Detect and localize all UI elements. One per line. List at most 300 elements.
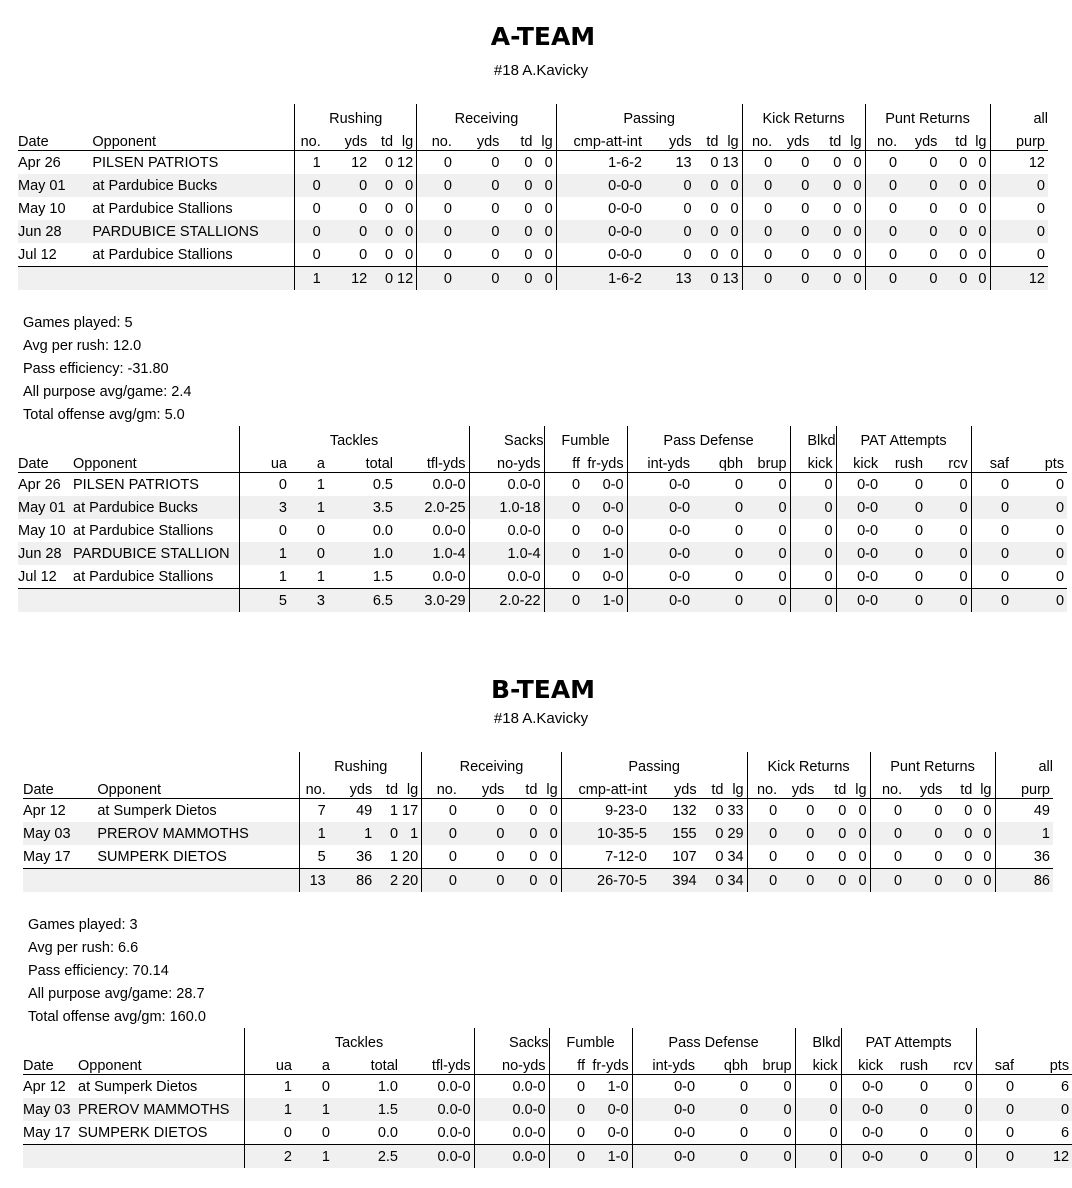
table-cell: 0	[990, 220, 1048, 243]
table-cell: 0	[926, 565, 971, 589]
table-cell: 0	[544, 542, 583, 565]
column-header: td	[834, 782, 847, 798]
total-cell: 0-0	[836, 589, 881, 613]
column-header: purp	[1020, 782, 1050, 798]
column-header: yds	[914, 134, 938, 150]
total-cell: 0	[417, 267, 455, 291]
table-cell: 7	[317, 802, 326, 819]
table-cell: 0	[715, 802, 724, 819]
table-cell: 0-0-0	[556, 220, 645, 243]
table-cell: 0	[721, 174, 742, 197]
column-header: rcv	[926, 449, 971, 473]
header-spacer	[92, 104, 294, 127]
game-row	[18, 473, 1067, 497]
table-cell: 0	[747, 822, 780, 845]
table-cell: 0	[324, 220, 370, 243]
group-header: all	[1033, 111, 1048, 127]
table-cell: 0	[312, 246, 321, 263]
total-cell: 0	[900, 267, 940, 291]
table-cell: 0	[417, 220, 455, 243]
total-cell: 0	[931, 1145, 976, 1169]
table-cell: 0-0	[583, 473, 627, 497]
column-header: td	[385, 782, 399, 798]
header-spacer	[23, 1028, 78, 1051]
header-spacer	[73, 426, 239, 449]
table-cell: 1.0-4	[469, 542, 544, 565]
total-cell: 0	[742, 267, 775, 291]
table-cell: 0	[540, 799, 561, 823]
table-cell: 0	[576, 1078, 586, 1095]
column-header: Date	[23, 1058, 54, 1074]
summary-line: Total offense avg/gm: 5.0	[23, 407, 185, 423]
column-header: Date	[18, 456, 49, 472]
column-header: int-yds	[652, 1058, 696, 1074]
total-cell: 0.0-0	[401, 1145, 474, 1169]
table-cell: 0	[929, 200, 938, 217]
table-cell: 0	[970, 174, 990, 197]
column-header: kick	[853, 456, 879, 472]
group-header: Blkd	[790, 426, 836, 449]
table-cell: 0-0	[857, 476, 879, 493]
total-cell: 12	[990, 267, 1048, 291]
table-cell: 0	[849, 799, 870, 823]
table-cell: 1	[290, 496, 328, 519]
table-cell: SUMPERK DIETOS	[78, 1121, 244, 1145]
table-cell: 1	[283, 1078, 292, 1095]
column-header: rcv	[931, 1051, 976, 1075]
table-cell: at Pardubice Stallions	[92, 243, 294, 267]
table-cell: May 10	[18, 522, 66, 539]
table-cell: 0.0-0	[396, 519, 469, 542]
group-header: Rushing	[295, 104, 417, 127]
total-cell: 0	[849, 869, 870, 893]
column-header: no.	[751, 134, 773, 150]
total-cell: 0	[844, 267, 865, 291]
table-cell: 0-0	[627, 496, 693, 519]
total-cell	[97, 869, 299, 893]
table-cell: 33	[726, 799, 747, 823]
table-cell: 0	[734, 476, 744, 493]
table-cell: 0.0-0	[401, 1098, 474, 1121]
table-cell: 0	[370, 174, 396, 197]
total-cell: 0	[905, 869, 945, 893]
group-header: Punt Returns	[865, 104, 990, 127]
table-cell: 0	[865, 174, 900, 197]
total-cell: 0	[502, 267, 535, 291]
game-row	[23, 1075, 1072, 1099]
total-cell: 0	[460, 869, 508, 893]
table-cell: 0-0	[857, 568, 879, 585]
game-row	[18, 174, 1048, 197]
column-header: kick	[795, 1051, 841, 1075]
group-header-row	[18, 426, 1067, 449]
column-header: pts	[1049, 1058, 1070, 1074]
table-cell: 0	[1001, 568, 1010, 585]
column-header: rush	[894, 456, 924, 472]
table-cell: 0	[900, 174, 940, 197]
group-header: Tackles	[239, 426, 469, 449]
total-cell: 3.0-29	[396, 589, 469, 613]
table-cell: 0	[971, 496, 1012, 519]
table-cell: 0	[806, 802, 815, 819]
column-header: kick	[858, 1058, 884, 1074]
table-cell: 0	[384, 200, 394, 217]
table-cell: 0	[710, 154, 719, 171]
table-cell: 0	[915, 476, 924, 493]
table-cell: 0	[865, 220, 900, 243]
table-cell: 0.0-0	[469, 473, 544, 497]
table-cell: 0	[964, 802, 973, 819]
table-cell: 0	[926, 542, 971, 565]
column-header: td	[829, 134, 842, 150]
table-cell: 0.0-0	[474, 1098, 549, 1121]
table-cell: 0-0	[583, 496, 627, 519]
header-spacer	[18, 426, 73, 449]
column-header: yds	[791, 782, 815, 798]
table-cell: Jun 28	[18, 220, 92, 243]
column-header: Date	[18, 134, 49, 150]
table-cell: 12	[396, 151, 417, 175]
table-cell: 0-0	[669, 522, 691, 539]
total-cell: 0-0	[632, 1145, 698, 1169]
group-header: Blkd	[795, 1028, 841, 1051]
table-cell: 0	[1056, 476, 1065, 493]
table-cell: 0	[502, 220, 535, 243]
table-cell: 0	[970, 151, 990, 175]
totals-row	[18, 589, 1067, 613]
game-row	[23, 799, 1053, 823]
table-cell: 0	[801, 154, 810, 171]
table-cell: 0	[751, 1121, 795, 1145]
table-cell: 0	[443, 246, 452, 263]
table-cell: 0	[524, 200, 533, 217]
table-cell: 0	[739, 1124, 749, 1141]
table-cell: 0	[801, 246, 810, 263]
table-cell: Apr 12	[23, 1078, 66, 1095]
table-cell: Jul 12	[18, 568, 57, 585]
table-cell: 0	[396, 197, 417, 220]
table-cell: Jul 12	[18, 246, 57, 263]
total-cell: 0	[695, 267, 722, 291]
table-cell: at Pardubice Stallions	[73, 565, 239, 589]
table-cell: 0	[833, 154, 842, 171]
table-cell: 1	[389, 848, 399, 865]
total-cell: 0	[971, 589, 1012, 613]
player-name: #18 A.Kavicky	[493, 710, 589, 727]
table-cell: 0	[290, 542, 328, 565]
table-cell: 0	[959, 200, 968, 217]
table-cell: 0	[645, 220, 695, 243]
table-cell: 0	[571, 568, 581, 585]
table-cell: 0	[549, 1098, 588, 1121]
table-cell: 0.0-0	[469, 565, 544, 589]
table-cell: May 10	[18, 200, 66, 217]
total-cell: 0	[945, 869, 975, 893]
offense-table	[23, 752, 1053, 892]
total-cell: 0	[886, 1145, 931, 1169]
table-cell: 0.0-0	[401, 1075, 474, 1099]
total-cell	[23, 1145, 78, 1169]
group-header: PAT Attempts	[836, 426, 971, 449]
column-header: td	[711, 782, 724, 798]
table-cell: 0	[1001, 476, 1010, 493]
table-cell: 1	[312, 154, 321, 171]
table-cell: 1	[401, 822, 422, 845]
table-cell: 0	[959, 154, 968, 171]
table-cell: 0	[491, 246, 500, 263]
column-header: lg	[535, 127, 556, 151]
table-cell: 0	[324, 174, 370, 197]
total-cell: 0-0	[841, 1145, 886, 1169]
table-cell: 0	[790, 542, 836, 565]
table-cell: May 01	[18, 496, 73, 519]
total-cell	[23, 869, 97, 893]
table-cell: 0.0	[377, 1124, 398, 1141]
column-header: qbh	[718, 456, 744, 472]
table-cell: 0	[931, 1121, 976, 1145]
total-cell: 1-6-2	[556, 267, 645, 291]
table-cell: 1.5	[372, 568, 393, 585]
total-cell: 0	[817, 869, 849, 893]
table-cell: 0	[734, 568, 744, 585]
table-cell: 0	[535, 151, 556, 175]
table-cell: 0	[751, 1098, 795, 1121]
column-header: Opponent	[97, 775, 299, 799]
table-cell: 12	[351, 154, 368, 171]
column-header: rush	[899, 1058, 929, 1074]
column-header: yds	[919, 782, 943, 798]
table-cell: 0	[715, 848, 724, 865]
column-header: yds	[674, 782, 697, 798]
table-cell: Apr 26	[18, 476, 61, 493]
table-cell: 0	[683, 246, 692, 263]
table-cell: 0	[812, 220, 844, 243]
column-header: lg	[970, 127, 990, 151]
table-cell: 0	[931, 1098, 976, 1121]
table-cell: 0	[812, 174, 844, 197]
group-header: Receiving	[417, 104, 556, 127]
table-cell: 0	[970, 243, 990, 267]
table-cell: 0	[931, 1075, 976, 1099]
table-cell: 0	[295, 174, 324, 197]
table-cell: 0	[769, 802, 778, 819]
table-cell: at Pardubice Bucks	[73, 496, 239, 519]
table-cell: 36	[1033, 848, 1050, 865]
column-header: no.	[756, 782, 778, 798]
table-cell: 0	[915, 522, 924, 539]
total-cell	[78, 1145, 244, 1169]
column-header: no-yds	[469, 449, 544, 473]
group-header-row	[23, 1028, 1072, 1051]
column-header: td	[525, 782, 538, 798]
table-cell: 49	[1033, 802, 1050, 819]
table-cell: 36	[356, 848, 373, 865]
column-header: no.	[300, 134, 321, 150]
table-cell: 0	[975, 845, 995, 869]
table-cell: 6	[1061, 1078, 1070, 1095]
table-cell: 1.5	[333, 1098, 401, 1121]
table-cell: 0	[1001, 522, 1010, 539]
table-cell: at Pardubice Bucks	[92, 174, 294, 197]
total-cell: 20	[401, 869, 422, 893]
game-row	[23, 822, 1053, 845]
total-cell: 394	[650, 869, 700, 893]
table-cell: 0	[695, 174, 722, 197]
table-cell: 0	[448, 848, 457, 865]
table-cell: 0	[396, 220, 417, 243]
table-cell: 0	[359, 246, 368, 263]
table-cell: 0	[849, 845, 870, 869]
table-cell: 0	[576, 1124, 586, 1141]
group-header-row	[18, 104, 1048, 127]
table-cell: 0	[491, 200, 500, 217]
table-cell: 0	[976, 1098, 1017, 1121]
table-cell: 0	[990, 174, 1048, 197]
total-cell: 0	[940, 267, 970, 291]
table-cell: 0	[881, 542, 926, 565]
total-cell: 5	[239, 589, 290, 613]
table-cell: 0	[1012, 542, 1067, 565]
table-cell: 0	[455, 220, 503, 243]
total-cell: 0	[865, 267, 900, 291]
total-cell	[73, 589, 239, 613]
table-cell: 132	[672, 802, 697, 819]
table-cell: SUMPERK DIETOS	[97, 845, 299, 869]
table-cell: 0	[422, 822, 460, 845]
column-header: ff	[572, 456, 581, 472]
table-cell: 0	[721, 197, 742, 220]
table-cell: 0	[312, 200, 321, 217]
table-cell: 0	[535, 174, 556, 197]
table-cell: PARDUBICE STALLIONS	[92, 220, 294, 243]
column-header: lg	[401, 775, 422, 799]
table-cell: Apr 12	[23, 802, 66, 819]
table-cell: 0	[417, 174, 455, 197]
summary-line: Total offense avg/gm: 160.0	[28, 1009, 206, 1025]
defense-table	[18, 426, 1067, 612]
table-cell: 1.0	[328, 542, 396, 565]
column-header: total	[370, 1058, 398, 1074]
table-cell: PREROV MAMMOTHS	[78, 1098, 244, 1121]
table-cell: 0	[645, 174, 695, 197]
table-cell: 13	[675, 154, 692, 171]
table-cell: 0	[283, 1124, 292, 1141]
table-cell: 0	[443, 154, 452, 171]
table-cell: 0	[496, 848, 505, 865]
table-cell: 0	[970, 220, 990, 243]
column-header: ua	[275, 1058, 292, 1074]
table-cell: 34	[726, 845, 747, 869]
offense-table	[18, 104, 1048, 290]
table-cell: 0.0-0	[469, 519, 544, 542]
total-cell: 0	[976, 1145, 1017, 1169]
table-cell: 0	[698, 1098, 751, 1121]
table-cell: at Sumperk Dietos	[97, 799, 299, 823]
table-cell: 1.0-4	[396, 542, 469, 565]
team-title: A-TEAM	[490, 22, 596, 51]
column-header-row	[18, 449, 1067, 473]
table-cell: PILSEN PATRIOTS	[92, 151, 294, 175]
table-cell: 107	[672, 848, 697, 865]
column-header: lg	[540, 775, 561, 799]
column-header: lg	[844, 127, 865, 151]
table-cell: 0	[838, 802, 847, 819]
table-cell: 0	[775, 220, 812, 243]
table-cell: 6	[1061, 1124, 1070, 1141]
group-header: Tackles	[244, 1028, 474, 1051]
table-cell: 0	[746, 519, 790, 542]
table-cell: 0-0	[862, 1124, 884, 1141]
table-cell: 0	[535, 243, 556, 267]
table-cell: 0	[934, 802, 943, 819]
game-row	[18, 243, 1048, 267]
table-cell: 1	[389, 802, 399, 819]
table-cell: 1	[995, 822, 1053, 845]
table-cell: 0	[529, 848, 538, 865]
header-spacer	[23, 752, 97, 775]
table-cell: 0	[502, 174, 535, 197]
table-cell: 0-0	[862, 1078, 884, 1095]
table-cell: 0	[1012, 496, 1067, 519]
table-cell: 0	[833, 246, 842, 263]
total-cell: 3	[290, 589, 328, 613]
table-cell: 0-0	[674, 1078, 696, 1095]
game-row	[18, 151, 1048, 175]
table-cell: 0	[844, 243, 865, 267]
column-header: kick	[790, 449, 836, 473]
table-cell: 0	[396, 243, 417, 267]
total-cell: 1	[295, 267, 324, 291]
table-cell: 0	[278, 522, 287, 539]
total-cell: 0	[698, 1145, 751, 1169]
table-cell: 0	[540, 845, 561, 869]
table-cell: 0	[1056, 522, 1065, 539]
table-cell: 1	[244, 1098, 295, 1121]
column-header: a	[321, 1058, 330, 1074]
header-spacer	[18, 104, 92, 127]
table-cell: 0	[764, 154, 773, 171]
table-cell: 0	[975, 822, 995, 845]
table-cell: 0	[889, 154, 898, 171]
summary-line: Avg per rush: 12.0	[23, 338, 142, 354]
table-cell: 0	[926, 473, 971, 497]
column-header: brup	[746, 449, 790, 473]
table-cell: 0	[1056, 568, 1065, 585]
table-cell: May 03	[23, 822, 97, 845]
table-cell: 0	[460, 822, 508, 845]
total-cell: 2	[244, 1145, 295, 1169]
table-cell: 0	[507, 822, 540, 845]
table-cell: 1-0	[583, 542, 627, 565]
total-cell: 12	[324, 267, 370, 291]
table-cell: 0	[838, 848, 847, 865]
header-spacer	[97, 752, 299, 775]
table-cell: 0	[920, 1078, 929, 1095]
table-cell: 0.0-0	[474, 1121, 549, 1145]
table-cell: 0	[769, 848, 778, 865]
table-cell: 0	[746, 565, 790, 589]
table-cell: 0	[693, 496, 746, 519]
column-header: lg	[396, 127, 417, 151]
column-header: tfl-yds	[396, 449, 469, 473]
column-header: no.	[305, 782, 326, 798]
table-cell: 9-23-0	[605, 802, 647, 819]
table-cell: 0	[889, 200, 898, 217]
total-cell: 0	[549, 1145, 588, 1169]
total-cell: 0	[926, 589, 971, 613]
game-row	[18, 542, 1067, 565]
column-header: td	[706, 134, 719, 150]
